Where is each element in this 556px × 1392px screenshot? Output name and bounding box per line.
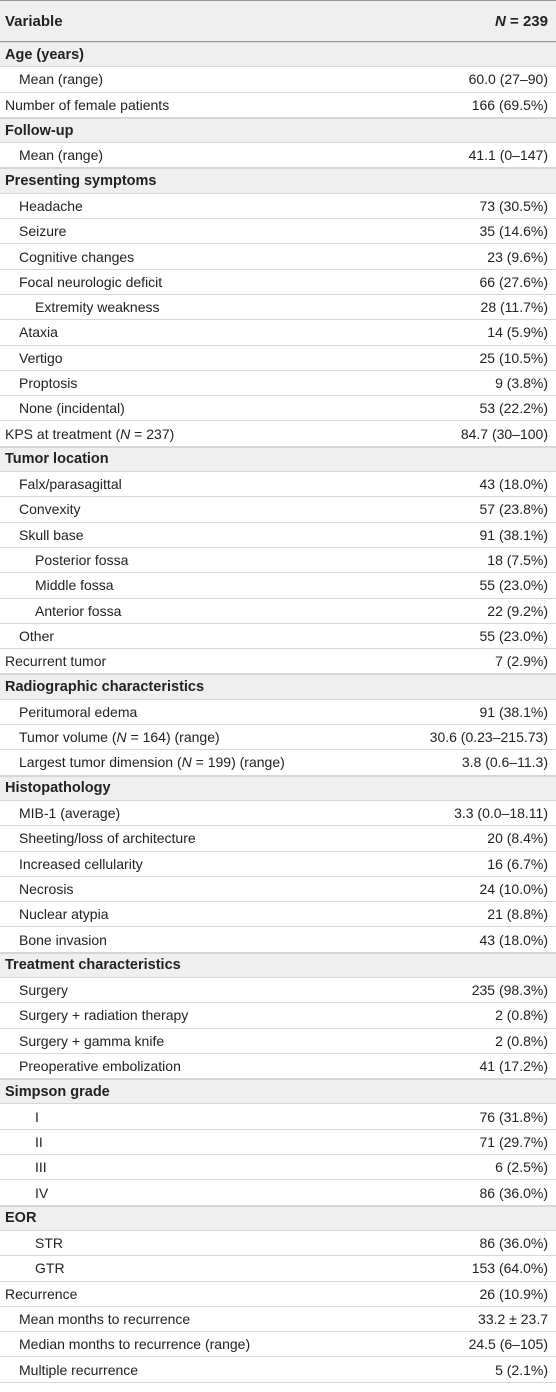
row-label-text: Follow-up [5,122,74,139]
row-label [0,1282,77,1306]
row-label [0,1231,63,1255]
table-row [0,1231,556,1256]
row-label [0,1357,138,1381]
row-label [0,143,103,167]
row-label [0,194,83,218]
section-header-row [0,1079,556,1104]
row-value: 5 (2.1%) [495,1361,548,1378]
table-row [0,750,556,775]
row-label-text: Recurrence [5,1285,78,1302]
row-label [0,1104,39,1128]
table-row [0,1003,556,1028]
row-label [0,396,125,420]
row-value: 166 (69.5%) [471,96,548,113]
row-label [0,978,68,1002]
table-row [0,396,556,421]
row-label-text: Sheeting/loss of architecture [19,830,196,847]
row-label-text: Vertigo [19,349,63,366]
row-value: 33.2 ± 23.7 [478,1310,548,1327]
row-label-text: Peritumoral edema [19,703,138,720]
row-label-text: Presenting symptoms [5,173,157,190]
table-row [0,1155,556,1180]
row-label [0,725,220,749]
row-value: 235 (98.3%) [471,982,548,999]
row-label [0,1307,190,1331]
row-label-text: Skull base [19,526,84,543]
table-header-row [0,0,556,42]
row-value: 2 (0.8%) [495,1032,548,1049]
table-row [0,649,556,674]
row-label-text: KPS at treatment ( [5,425,121,442]
table-row [0,725,556,750]
section-label [0,43,84,66]
row-label-tail: = 164) (range) [126,729,220,746]
row-label-text: Bone invasion [19,931,107,948]
row-value: 24 (10.0%) [479,880,548,897]
section-header-row [0,42,556,67]
row-label-text: Surgery + radiation therapy [19,1007,189,1024]
row-label-text: Mean months to recurrence [19,1310,191,1327]
row-label-text: Seizure [19,223,67,240]
table-row [0,1307,556,1332]
row-label-text: Treatment characteristics [5,957,181,974]
section-label [0,777,111,800]
row-value: 53 (22.2%) [479,400,548,417]
row-label-text: Necrosis [19,880,74,897]
section-label [0,448,109,471]
table-row [0,1104,556,1129]
row-value: 25 (10.5%) [479,349,548,366]
row-label [0,1180,48,1204]
row-label-tail: = 237) [130,425,175,442]
row-label [0,649,106,673]
row-value: 73 (30.5%) [479,197,548,214]
table-row [0,548,556,573]
row-value: 60.0 (27–90) [468,71,548,88]
row-value: 20 (8.4%) [487,830,548,847]
row-value: 26 (10.9%) [479,1285,548,1302]
row-label [0,599,121,623]
section-header-row [0,168,556,193]
table-row [0,801,556,826]
table-row [0,244,556,269]
row-label [0,902,109,926]
row-label-text: Multiple recurrence [19,1361,139,1378]
row-value: 41.1 (0–147) [468,147,548,164]
row-value: 57 (23.8%) [479,501,548,518]
row-label-text: Focal neurologic deficit [19,273,163,290]
row-label-text: II [35,1133,43,1150]
row-label-text: Extremity weakness [35,299,160,316]
row-label [0,472,122,496]
row-label [0,750,285,774]
n-total: = 239 [510,12,548,30]
row-label-text: Proptosis [19,375,78,391]
table-row [0,599,556,624]
row-value: 7 (2.9%) [495,653,548,670]
table-row [0,826,556,851]
table-row [0,624,556,649]
row-label [0,548,128,572]
row-label-text: EOR [5,1210,37,1227]
row-value: 3.3 (0.0–18.11) [454,805,548,822]
section-label [0,1207,36,1230]
table-row [0,1130,556,1155]
row-label [0,852,143,876]
row-label-text: STR [35,1235,63,1252]
row-label [0,624,54,648]
row-label [0,523,84,547]
row-value: 43 (18.0%) [479,931,548,948]
row-label-text: Mean (range) [19,71,104,88]
row-label [0,219,66,243]
row-label-text: Nuclear atypia [19,906,109,923]
table-row [0,320,556,345]
row-label-text: Mean (range) [19,147,104,164]
row-label [0,700,137,724]
row-value: 9 (3.8%) [495,375,548,391]
row-label-text: Middle fossa [35,577,114,594]
section-header-row [0,447,556,472]
row-label-text: None (incidental) [19,400,125,417]
table-row [0,877,556,902]
table-row [0,927,556,952]
row-label [0,244,134,268]
row-label [0,927,107,951]
row-value: 2 (0.8%) [495,1007,548,1024]
row-value: 84.7 (30–100) [460,425,548,442]
section-header-row [0,776,556,801]
row-label-text: Median months to recurrence (range) [19,1336,251,1353]
row-value: 55 (23.0%) [479,627,548,644]
row-label-text: Ataxia [19,324,58,341]
row-label-text: Radiographic characteristics [5,679,205,696]
row-label-text: Tumor location [5,451,109,468]
row-label [0,346,63,370]
row-label [0,1003,188,1027]
row-label-text: Falx/parasagittal [19,476,122,493]
row-value: 71 (29.7%) [479,1133,548,1150]
row-label-text: Histopathology [5,780,111,797]
row-label-text: Number of female patients [5,96,170,113]
row-label-text: Cognitive changes [19,248,135,265]
section-label [0,1080,110,1103]
row-label-n: N [181,754,192,771]
table-row [0,902,556,927]
row-label [0,421,174,445]
table-row [0,573,556,598]
row-label-n: N [120,425,131,442]
section-header-row [0,118,556,143]
row-label-text: MIB-1 (average) [19,805,121,822]
row-label [0,573,114,597]
table-row [0,219,556,244]
row-label-text: Increased cellularity [19,855,143,872]
row-label-text: Preoperative embolization [19,1058,181,1075]
row-value: 22 (9.2%) [487,602,548,619]
table-row [0,497,556,522]
section-label [0,169,157,192]
row-value: 3.8 (0.6–11.3) [461,754,548,771]
row-label [0,270,162,294]
section-label [0,675,204,698]
row-value: 86 (36.0%) [479,1184,548,1201]
row-value: 35 (14.6%) [479,223,548,240]
row-label-text: Surgery + gamma knife [19,1032,165,1049]
row-label [0,826,196,850]
row-label-text: III [35,1159,47,1176]
table-row [0,978,556,1003]
section-header-row [0,674,556,699]
row-label [0,1130,43,1154]
row-value: 86 (36.0%) [479,1235,548,1252]
table-row [0,1357,556,1382]
row-value: 43 (18.0%) [479,476,548,493]
row-value: 153 (64.0%) [471,1260,548,1277]
table-row [0,1282,556,1307]
table-row [0,852,556,877]
table-row [0,700,556,725]
row-value: 66 (27.6%) [479,273,548,290]
row-label-text: Headache [19,197,83,214]
table-row [0,371,556,396]
table-row [0,1332,556,1357]
table-row [0,346,556,371]
row-label [0,1256,65,1280]
row-label [0,371,77,395]
section-header-row [0,1206,556,1231]
row-label-text: Age (years) [5,46,84,63]
row-value: 76 (31.8%) [479,1108,548,1125]
row-label [0,295,159,319]
row-value: 14 (5.9%) [487,324,548,341]
row-value: 24.5 (6–105) [468,1336,548,1353]
row-label [0,320,58,344]
table-row [0,67,556,92]
table-row [0,270,556,295]
table-row [0,1180,556,1205]
table-row [0,143,556,168]
row-label [0,67,103,91]
row-label-text: Other [19,627,55,644]
row-label-text: Largest tumor dimension ( [19,754,182,771]
table-row [0,1029,556,1054]
row-label-text: Recurrent tumor [5,653,107,670]
row-value: 91 (38.1%) [479,526,548,543]
row-label-text: I [35,1108,39,1125]
row-value: 28 (11.7%) [480,299,548,316]
row-label-n: N [116,729,127,746]
row-label-text: IV [35,1184,49,1201]
row-label [0,1029,164,1053]
row-value: 91 (38.1%) [479,703,548,720]
row-value: 21 (8.8%) [487,906,548,923]
section-label [0,954,181,977]
table-row [0,93,556,118]
row-label-text: Anterior fossa [35,602,122,619]
row-label-text: GTR [35,1260,65,1277]
row-label [0,1155,47,1179]
table-row [0,1054,556,1079]
n-symbol: N [495,12,506,30]
table-row [0,194,556,219]
row-label [0,1332,250,1356]
n-column-header [495,1,548,41]
row-label [0,1054,181,1078]
row-value: 23 (9.6%) [487,248,548,265]
row-value: 30.6 (0.23–215.73) [429,729,548,746]
row-label [0,877,73,901]
row-value: 18 (7.5%) [487,552,548,569]
table-row [0,421,556,446]
table-row [0,295,556,320]
row-value: 41 (17.2%) [479,1058,548,1075]
row-label-text: Posterior fossa [35,552,129,569]
row-label [0,801,120,825]
row-value: 16 (6.7%) [487,855,548,872]
row-label-text: Surgery [19,982,69,999]
table-body [0,42,556,1383]
row-label [0,93,169,117]
row-value: 55 (23.0%) [479,577,548,594]
row-label-text: Convexity [19,501,81,518]
section-label [0,119,73,142]
section-header-row [0,953,556,978]
table-row [0,523,556,548]
row-label [0,497,80,521]
variable-column-header: Variable [5,12,63,30]
table-row [0,1256,556,1281]
row-value: 6 (2.5%) [495,1159,548,1176]
row-label-text: Simpson grade [5,1083,110,1100]
row-label-text: Tumor volume ( [19,729,117,746]
row-label-tail: = 199) (range) [191,754,285,771]
table-row [0,472,556,497]
